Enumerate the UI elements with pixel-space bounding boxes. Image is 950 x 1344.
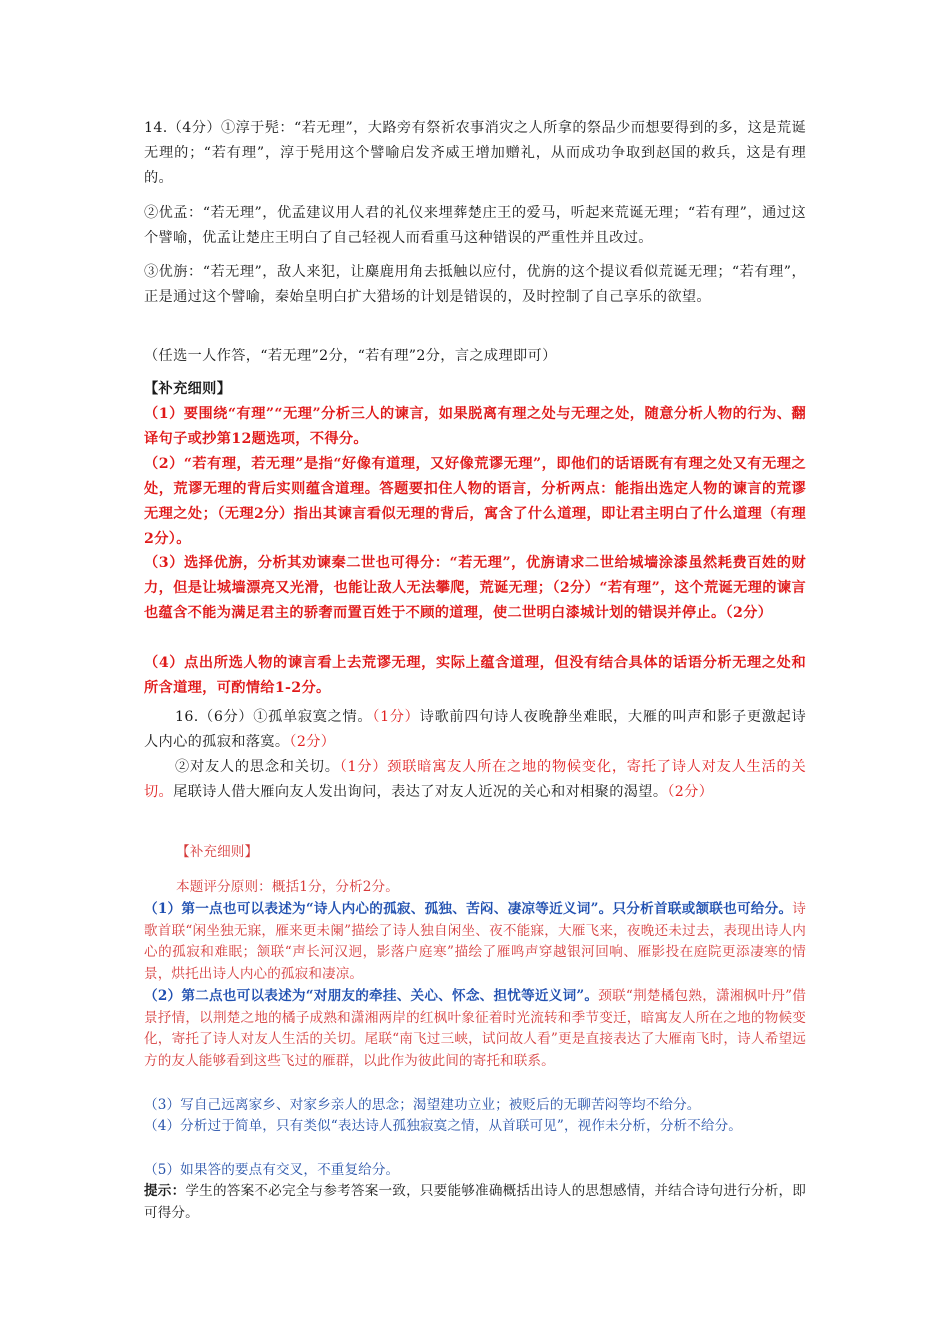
q16-rule-1-bold: （1）第一点也可以表述为“诗人内心的孤寂、孤独、苦闷、凄凉等近义词”。只分析首联或颔联也可给分。 (144, 901, 793, 917)
q16-tip-body: 学生的答案不必完全与参考答案一致，只要能够准确概括出诗人的思想感情，并结合诗句进行分析，即可得分。 (144, 1183, 806, 1221)
q14-answer-1: 14.（4分）①淳于髡：“若无理”，大路旁有祭祈农事消灾之人所拿的祭品少而想要得到的多，这是荒诞无理的；“若有理”，淳于髡用这个譬喻启发齐威王增加赠礼，从而成功争取到赵国的救兵，这是有理的。 (144, 120, 806, 186)
q16-a1-body: 诗歌前四句诗人夜晚静坐难眠，大雁的叫声和影子更激起诗人内心的孤寂和落寞。 (144, 709, 807, 750)
q14-rule-4: （4）点出所选人物的谏言看上去荒谬无理，实际上蕴含道理，但没有结合具体的话语分析无理之处和所含道理，可酌情给1-2分。 (144, 655, 806, 696)
q16-answer-2 (144, 755, 806, 805)
q16-a2-score: （1分） (339, 759, 388, 775)
q16-rule-4: （4）分析过于简单，只有类似“表达诗人孤独寂寞之情，从首联可见”，视作未分析，分析不给分。 (144, 1118, 742, 1134)
q16-a1-score2: （2分） (289, 734, 336, 750)
q16-answer-1 (144, 705, 806, 755)
q16-principle: 本题评分原则：概括1分，分析2分。 (176, 879, 399, 895)
q16-a1-score: （1分） (372, 709, 420, 725)
q16-rule-2 (144, 986, 806, 1072)
q16-rule-3: （3）写自己远离家乡、对家乡亲人的思念；渴望建功立业；被贬后的无聊苦闷等均不给分。 (144, 1097, 701, 1113)
q14-supplement-title: 【补充细则】 (144, 381, 232, 397)
q16-rule-2-bold: （2）第二点也可以表述为“对朋友的牵挂、关心、怀念、担忧等近义词”。 (144, 988, 599, 1004)
q14-scoring-note: （任选一人作答，“若无理”2分，“若有理”2分，言之成理即可） (144, 348, 557, 364)
q16-rule-2-body: 颈联“荆楚橘包熟，潇湘枫叶丹”借景抒情，以荆楚之地的橘子成熟和潇湘两岸的红枫叶象征着时光流转和季节变迁，暗寓友人所在之地的物候变化，寄托了诗人对友人生活的关切。尾联“南飞过三峡，试问故人看”更是直接表达了大雁南飞时，诗人希望远方的友人能够看到这些飞过的雁群，以此作为彼此间的寄托和联系。 (144, 988, 806, 1069)
q16-a2-red: 颈联暗寓友人所在之地的物候变化，寄托了诗人对友人生活的关切。 (144, 759, 807, 800)
q14-answer-2: ②优孟：“若无理”，优孟建议用人君的礼仪来埋葬楚庄王的爱马，听起来荒诞无理；“若有理”，通过这个譬喻，优孟让楚庄王明白了自己轻视人而看重马这种错误的严重性并且改过。 (144, 205, 806, 246)
q14-rule-1: （1）要围绕“有理”“无理”分析三人的谏言，如果脱离有理之处与无理之处，随意分析人物的行为、翻译句子或抄第12题选项，不得分。 (144, 406, 806, 447)
q14-rule-3: （3）选择优旃，分析其劝谏秦二世也可得分：“若无理”，优旃请求二世给城墙涂漆虽然耗费百姓的财力，但是让城墙漂亮又光滑，也能让敌人无法攀爬，荒诞无理；（2分）“若有理”，这个荒诞无理的谏言也蕴含不能为满足君主的骄奢而置百姓于不顾的道理，使二世明白漆城计划的错误并停止。（2分） (144, 555, 806, 621)
q16-rule-1 (144, 899, 806, 985)
q16-rule-5: （5）如果答的要点有交叉，不重复给分。 (144, 1162, 400, 1178)
q16-tip-label: 提示： (144, 1183, 186, 1199)
q16-a2-lead: ②对友人的思念和关切。 (175, 759, 340, 775)
q16-tip (144, 1181, 806, 1224)
q16-rule-1-body: 诗歌首联“闲坐独无寐，雁来更未阑”描绘了诗人独自闲坐、夜不能寐，大雁飞来，夜晚还未过去，表现出诗人内心的孤寂和难眠；颔联“声长河汉迥，影落户庭寒”描绘了雁鸣声穿越银河回响、雁影投在庭院更添凄寒的情景，烘托出诗人内心的孤寂和凄凉。 (144, 901, 806, 982)
q16-a2-score2: （2分） (667, 784, 714, 800)
q16-supplement-title: 【补充细则】 (176, 844, 259, 860)
q16-a2-body: 尾联诗人借大雁向友人发出询问，表达了对友人近况的关心和对相聚的渴望。 (173, 784, 668, 800)
q14-rule-2: （2）“若有理，若无理”是指“好像有道理，又好像荒谬无理”，即他们的话语既有有理之处又有无理之处，荒谬无理的背后实则蕴含道理。答题要扣住人物的语言，分析两点：能指出选定人物的谏言的荒谬无理之处；（无理2分）指出其谏言看似无理的背后，寓含了什么道理，即让君主明白了什么道理（有理2分）。 (144, 456, 806, 547)
q16-a1-lead: 16.（6分）①孤单寂寞之情。 (175, 709, 373, 725)
q14-answer-3: ③优旃：“若无理”，敌人来犯，让麋鹿用角去抵触以应付，优旃的这个提议看似荒诞无理；“若有理”，正是通过这个譬喻，秦始皇明白扩大猎场的计划是错误的，及时控制了自己享乐的欲望。 (144, 264, 806, 305)
